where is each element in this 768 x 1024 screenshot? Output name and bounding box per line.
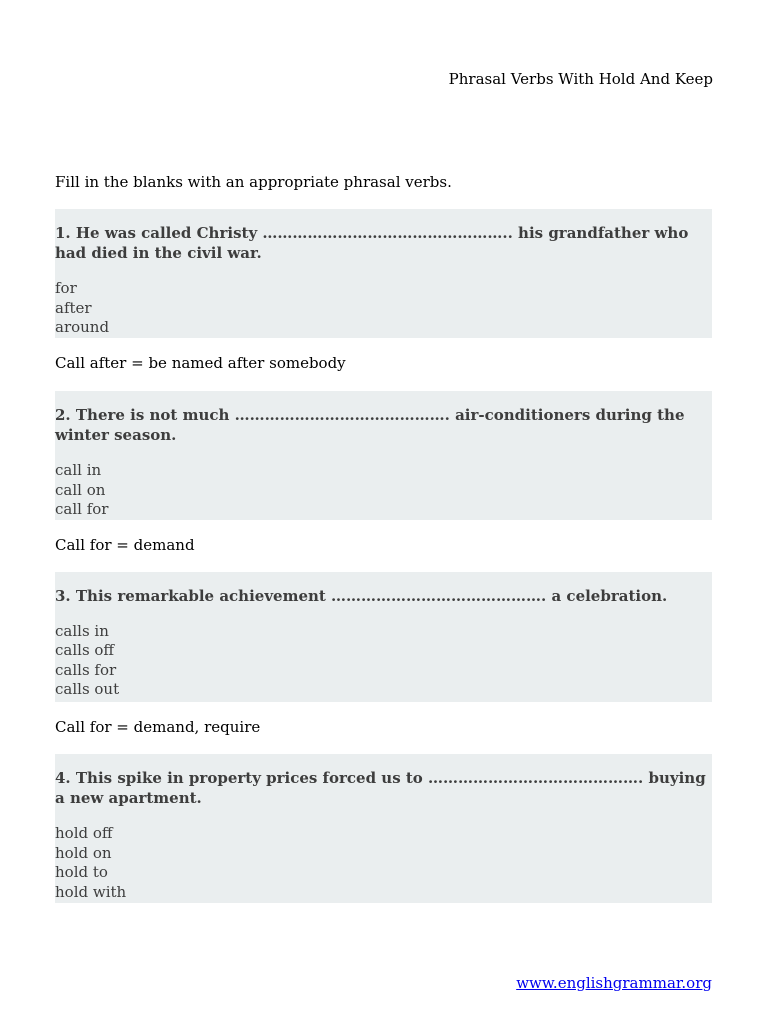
- option-item: calls for: [55, 660, 117, 679]
- options-list: [55, 279, 712, 338]
- option-item: after: [55, 298, 92, 317]
- website-link[interactable]: www.englishgrammar.org: [516, 974, 712, 992]
- question-text: 4. This spike in property prices forced us to ……………………………………. buying a new apartment.: [55, 769, 706, 807]
- options-list: [55, 824, 712, 902]
- option-item: call in: [55, 461, 102, 479]
- option-item: hold with: [55, 882, 127, 901]
- options-list: [55, 622, 712, 700]
- option-item: hold off: [55, 824, 113, 842]
- page-title: Phrasal Verbs With Hold And Keep: [448, 70, 713, 88]
- options-list: [55, 461, 712, 520]
- question-box-4: [55, 754, 712, 903]
- option-item: call on: [55, 480, 106, 499]
- explanation-2: Call for = demand: [55, 536, 195, 554]
- instructions-text: Fill in the blanks with an appropriate phrasal verbs.: [55, 173, 452, 191]
- question-box-3: [55, 572, 712, 702]
- option-item: hold to: [55, 863, 108, 881]
- option-item: for: [55, 279, 77, 297]
- question-box-2: [55, 391, 712, 520]
- option-item: calls in: [55, 621, 109, 640]
- explanation-1: Call after = be named after somebody: [55, 354, 346, 372]
- explanation-3: Call for = demand, require: [55, 718, 261, 736]
- option-item: hold on: [55, 843, 112, 862]
- question-text: 3. This remarkable achievement ……………………………………. a celebration.: [55, 587, 668, 605]
- question-text: 2. There is not much ……………………………………. air-conditioners during the winter season.: [55, 406, 685, 444]
- question-box-1: [55, 209, 712, 338]
- option-item: calls out: [55, 680, 120, 698]
- option-item: around: [55, 318, 110, 336]
- option-item: calls off: [55, 641, 115, 659]
- option-item: call for: [55, 500, 109, 518]
- question-text: 1. He was called Christy ………………………………………….. his grandfather who had died in the civil war.: [55, 224, 689, 262]
